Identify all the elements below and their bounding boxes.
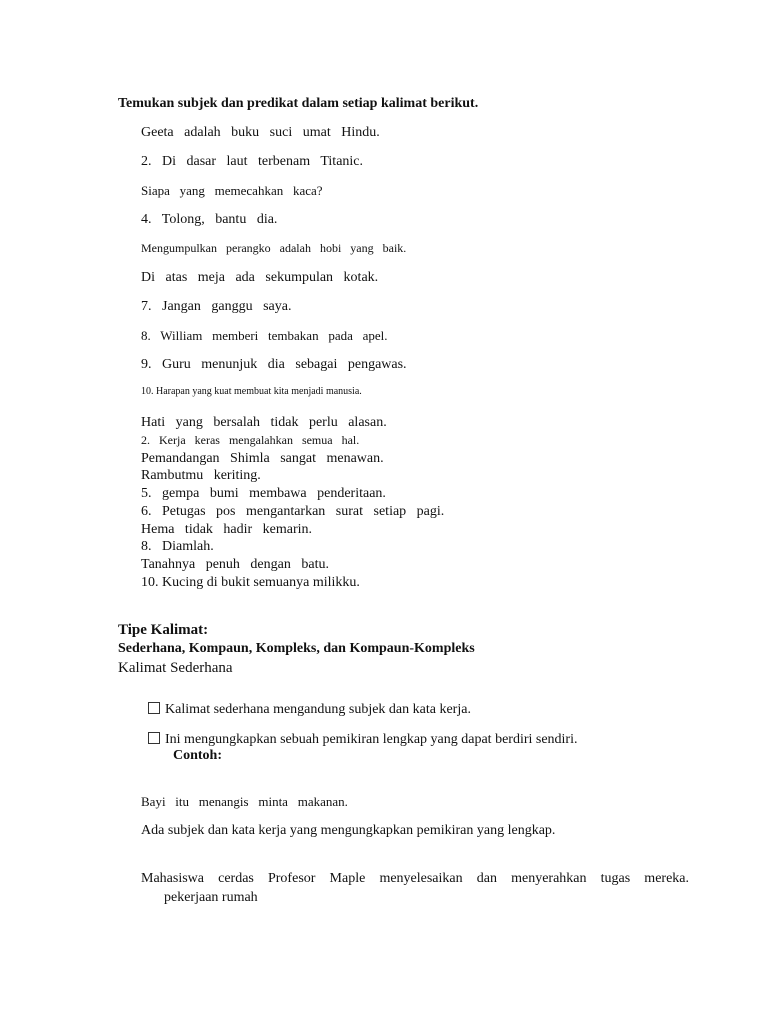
list-item: Pemandangan Shimla sangat menawan. xyxy=(141,451,384,466)
bullet-text: Kalimat sederhana mengandung subjek dan kata kerja. xyxy=(165,702,471,717)
simple-sentence-label: Kalimat Sederhana xyxy=(118,660,233,676)
list-item: 10. Kucing di bukit semuanya milikku. xyxy=(141,575,360,590)
list-item: Geeta adalah buku suci umat Hindu. xyxy=(141,125,380,140)
checkbox-bullet-icon xyxy=(148,702,160,714)
long-example-line-2: pekerjaan rumah xyxy=(164,890,258,905)
exercise-title: Temukan subjek dan predikat dalam setiap kalimat berikut. xyxy=(118,96,479,111)
list-item: Siapa yang memecahkan kaca? xyxy=(141,183,323,198)
list-item: 5. gempa bumi membawa penderitaan. xyxy=(141,486,386,501)
list-item: 8. Diamlah. xyxy=(141,539,214,554)
list-item: 7. Jangan ganggu saya. xyxy=(141,299,292,314)
list-item: Rambutmu keriting. xyxy=(141,468,261,483)
example-explanation: Ada subjek dan kata kerja yang mengungkapkan pemikiran yang lengkap. xyxy=(141,823,556,838)
list-item: Tanahnya penuh dengan batu. xyxy=(141,557,329,572)
list-item: 2. Di dasar laut terbenam Titanic. xyxy=(141,154,364,169)
section-heading: Tipe Kalimat: xyxy=(118,622,209,638)
example-label: Contoh: xyxy=(173,748,223,763)
long-example-line-1: Mahasiswa cerdas Profesor Maple menyelesaikan dan menyerahkan tugas mereka. xyxy=(141,871,689,886)
list-item: 6. Petugas pos mengantarkan surat setiap pagi. xyxy=(141,504,445,519)
bullet-item xyxy=(141,718,578,747)
checkbox-bullet-icon xyxy=(148,732,160,744)
section-subheading: Sederhana, Kompaun, Kompleks, dan Kompaun-Kompleks xyxy=(118,641,475,656)
bullet-item xyxy=(141,688,471,717)
list-item: Mengumpulkan perangko adalah hobi yang baik. xyxy=(141,241,407,255)
list-item: 10. Harapan yang kuat membuat kita menjadi manusia. xyxy=(141,386,362,397)
list-item: Hema tidak hadir kemarin. xyxy=(141,522,313,537)
list-item: 9. Guru menunjuk dia sebagai pengawas. xyxy=(141,357,407,372)
list-item: 8. William memberi tembakan pada apel. xyxy=(141,328,388,343)
example-sentence: Bayi itu menangis minta makanan. xyxy=(141,794,348,809)
list-item: Di atas meja ada sekumpulan kotak. xyxy=(141,270,379,285)
list-item: 4. Tolong, bantu dia. xyxy=(141,212,278,227)
list-item: 2. Kerja keras mengalahkan semua hal. xyxy=(141,433,360,447)
bullet-text: Ini mengungkapkan sebuah pemikiran lengkap yang dapat berdiri sendiri. xyxy=(165,732,578,747)
list-item: Hati yang bersalah tidak perlu alasan. xyxy=(141,415,387,430)
